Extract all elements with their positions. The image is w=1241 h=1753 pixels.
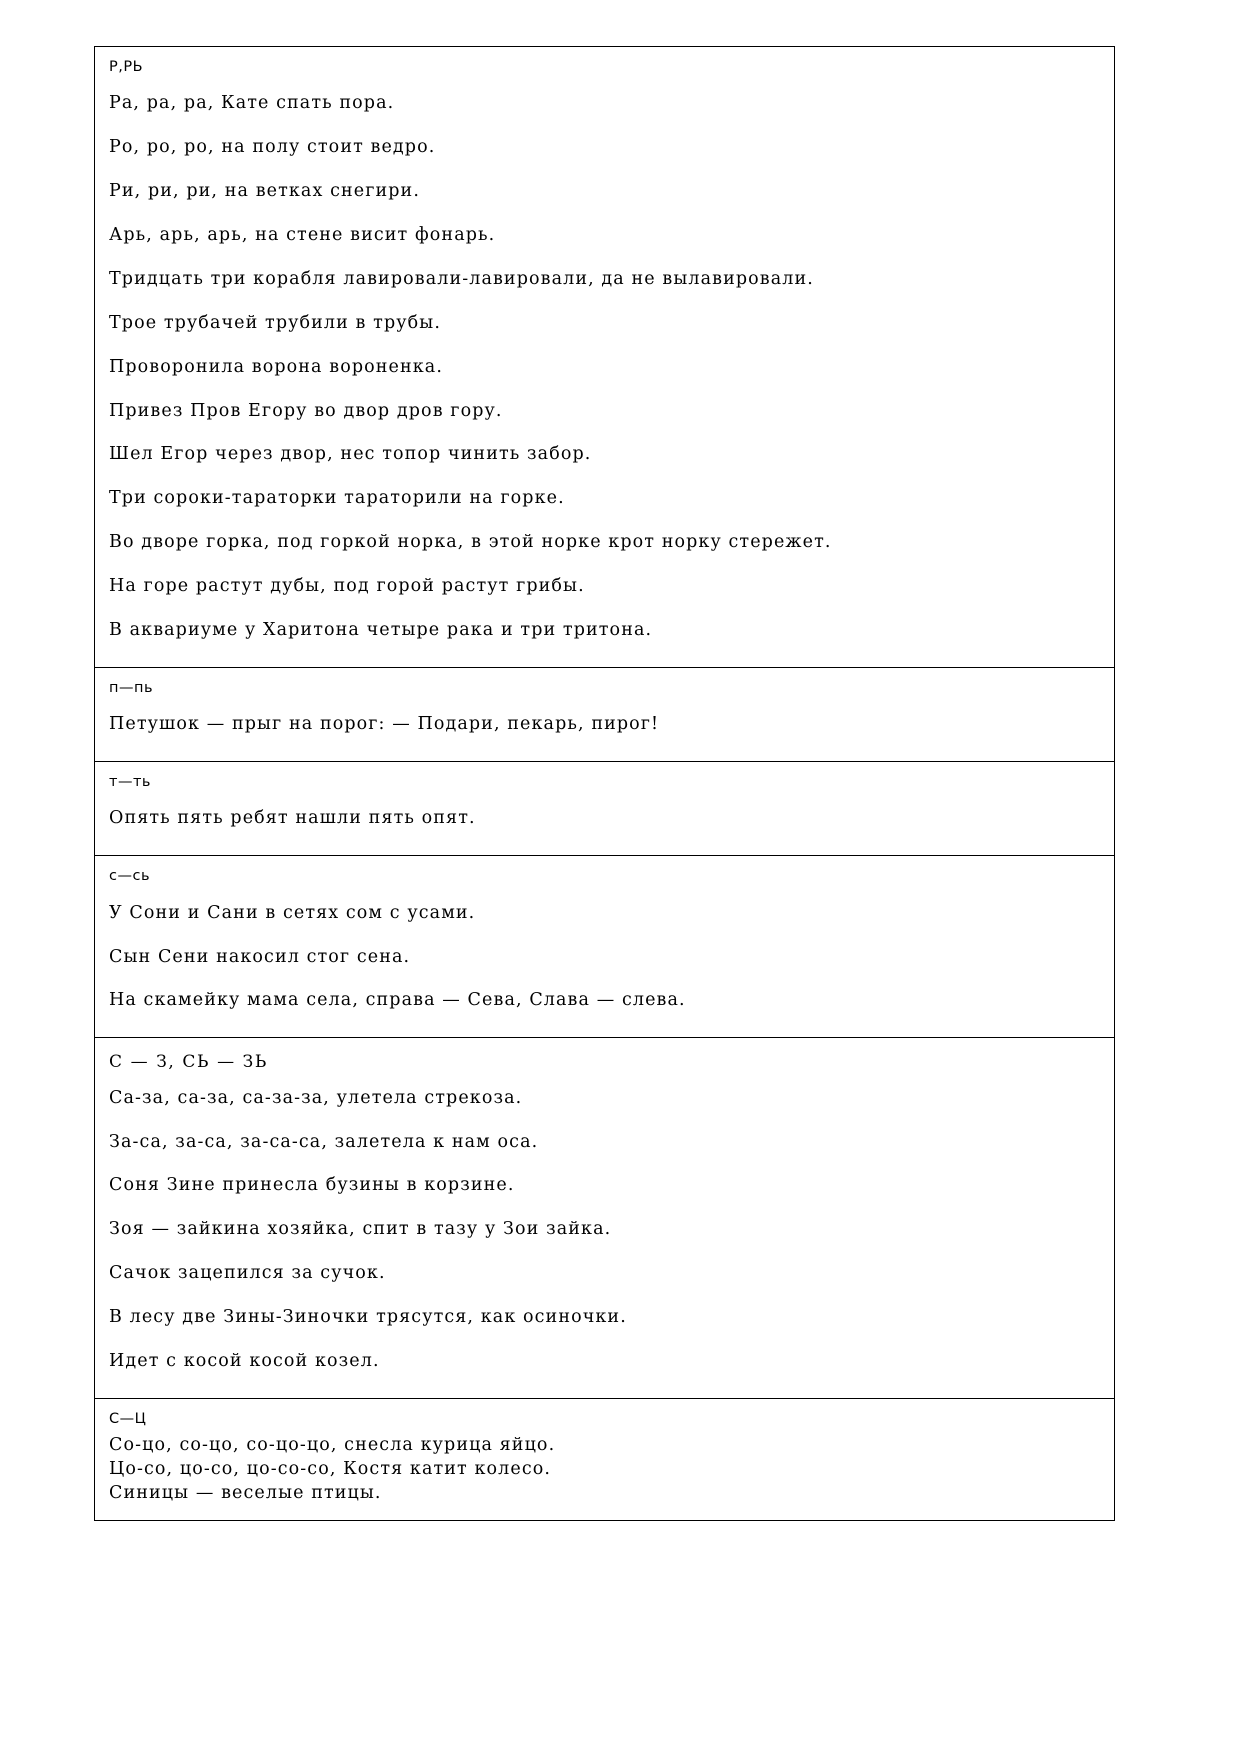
table-row — [95, 47, 1115, 668]
exercise-line: Цо-со, цо-со, цо-со-со, Костя катит колесо. — [109, 1459, 552, 1480]
exercise-line: В аквариуме у Харитона четыре рака и три тритона. — [109, 619, 653, 640]
section-cell-t — [95, 762, 1115, 856]
exercise-line: Синицы — веселые птицы. — [109, 1482, 382, 1503]
table-row — [95, 1038, 1115, 1399]
exercise-line: Арь, арь, арь, на стене висит фонарь. — [109, 225, 496, 246]
table-row — [95, 762, 1115, 856]
section-cell-s-z — [95, 1038, 1115, 1399]
section-heading: С—Ц — [109, 1410, 147, 1427]
exercise-line: Ри, ри, ри, на ветках снегири. — [109, 181, 420, 202]
exercise-line: Проворонила ворона вороненка. — [109, 356, 443, 377]
exercise-line: Трое трубачей трубили в трубы. — [109, 312, 441, 333]
exercise-line: Сачок зацепился за сучок. — [109, 1263, 386, 1284]
section-heading: с—сь — [109, 868, 150, 885]
exercise-line: Во дворе горка, под горкой норка, в этой норке крот норку стережет. — [109, 532, 832, 553]
exercise-line: Зоя — зайкина хозяйка, спит в тазу у Зои зайка. — [109, 1219, 612, 1240]
exercise-line: На скамейку мама села, справа — Сева, Слава — слева. — [109, 990, 686, 1011]
table-row — [95, 856, 1115, 1038]
table-row — [95, 1398, 1115, 1520]
exercise-line: Тридцать три корабля лавировали-лавировали, да не вылавировали. — [109, 268, 814, 289]
section-heading: С — З, СЬ — ЗЬ — [109, 1052, 268, 1073]
section-cell-s-c — [95, 1398, 1115, 1520]
exercise-line: За-са, за-са, за-са-са, залетела к нам оса. — [109, 1131, 539, 1152]
exercise-line: Идет с косой косой козел. — [109, 1350, 380, 1371]
exercise-line: Ро, ро, ро, на полу стоит ведро. — [109, 137, 436, 158]
exercise-line: Ра, ра, ра, Кате спать пора. — [109, 93, 395, 114]
exercise-line: Опять пять ребят нашли пять опят. — [109, 808, 476, 829]
section-heading: Р,РЬ — [109, 59, 144, 75]
section-cell-p — [95, 667, 1115, 761]
exercise-line: Привез Пров Егору во двор дров гору. — [109, 400, 503, 421]
section-heading: т—ть — [109, 774, 151, 791]
exercise-line: Шел Егор через двор, нес топор чинить забор. — [109, 444, 592, 465]
exercise-line: На горе растут дубы, под горой растут грибы. — [109, 576, 585, 597]
exercise-line: Петушок — прыг на порог: — Подари, пекарь, пирог! — [109, 714, 660, 735]
exercise-line: Со-цо, со-цо, со-цо-цо, снесла курица яйцо. — [109, 1435, 556, 1456]
section-cell-s — [95, 856, 1115, 1038]
table-row — [95, 667, 1115, 761]
exercise-line: В лесу две Зины-Зиночки трясутся, как осиночки. — [109, 1307, 627, 1328]
exercise-line: Три сороки-тараторки тараторили на горке. — [109, 488, 565, 509]
exercise-line: Са-за, са-за, са-за-за, улетела стрекоза. — [109, 1087, 523, 1108]
speech-exercises-table — [94, 46, 1115, 1521]
exercise-line: Соня Зине принесла бузины в корзине. — [109, 1175, 515, 1196]
exercise-line: Сын Сени накосил стог сена. — [109, 946, 411, 967]
section-cell-r — [95, 47, 1115, 668]
exercise-line: У Сони и Сани в сетях сом с усами. — [109, 902, 476, 923]
section-heading: п—пь — [109, 679, 154, 696]
table-body — [95, 47, 1115, 1521]
